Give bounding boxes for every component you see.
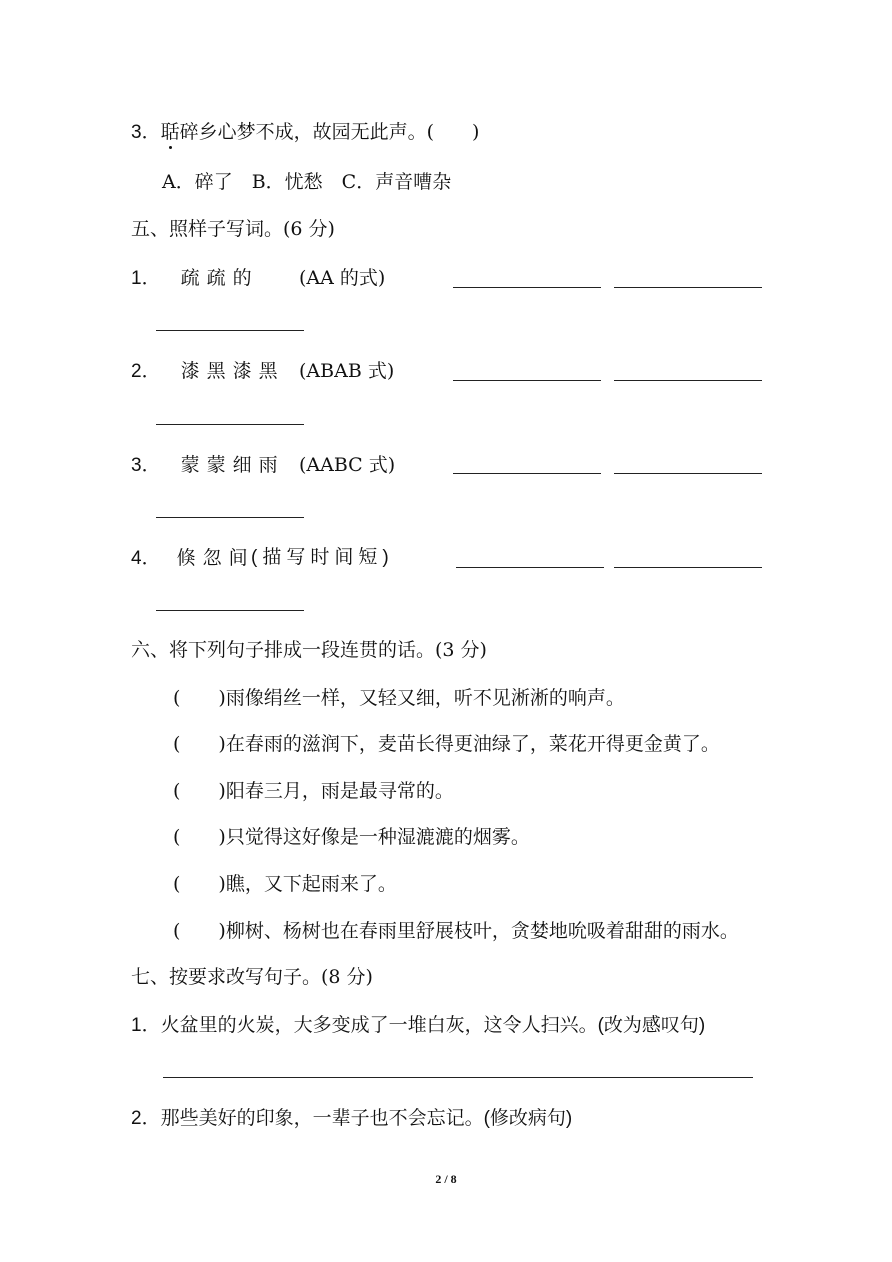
sentence-item: ( )柳树、杨树也在春雨里舒展枝叶，贪婪地吮吸着甜甜的雨水。 <box>173 920 739 942</box>
section-5-title: 五、照样子写词。(6 分) <box>131 218 335 240</box>
item-number: 4． <box>131 548 161 569</box>
question-3 <box>131 119 479 146</box>
question-3-options: A．碎了 B．忧愁 C．声音嘈杂 <box>162 171 452 193</box>
page-number: 2 / 8 <box>435 1172 457 1186</box>
sentence-item: ( )阳春三月，雨是最寻常的。 <box>173 780 454 802</box>
answer-blank[interactable] <box>614 567 762 568</box>
item-number: 1． <box>131 1015 161 1036</box>
item-number: 2． <box>131 361 161 382</box>
item-text: 那些美好的印象，一辈子也不会忘记。 <box>160 1107 484 1129</box>
answer-blank[interactable] <box>614 380 762 381</box>
item-hint: (AABC 式) <box>299 454 396 476</box>
answer-blank[interactable] <box>453 473 601 474</box>
item-number: 1． <box>131 268 161 289</box>
sentence-item: ( )瞧，又下起雨来了。 <box>173 873 397 895</box>
sentence-item: ( )在春雨的滋润下，麦苗长得更油绿了，菜花开得更金黄了。 <box>173 733 720 755</box>
item-requirement: (改为感叹句) <box>597 1015 706 1036</box>
question-text: 碎乡心梦不成，故园无此声。( ) <box>179 121 480 143</box>
word-item-3 <box>131 452 396 479</box>
item-text: 火盆里的火炭，大多变成了一堆白灰，这令人扫兴。 <box>160 1014 598 1036</box>
word-item-4 <box>131 545 394 572</box>
word-item-2 <box>131 358 395 385</box>
item-requirement: (修改病句) <box>483 1108 573 1129</box>
question-number: 3． <box>131 122 161 143</box>
sentence-item: ( )只觉得这好像是一种湿漉漉的烟雾。 <box>173 826 530 848</box>
answer-blank[interactable] <box>453 287 601 288</box>
section-6-title: 六、将下列句子排成一段连贯的话。(3 分) <box>131 639 487 661</box>
answer-blank[interactable] <box>156 517 304 518</box>
answer-line[interactable] <box>163 1077 753 1078</box>
item-word: 倏忽间 <box>176 547 255 569</box>
item-hint: (AA 的式) <box>299 267 386 289</box>
section-7-title: 七、按要求改写句子。(8 分) <box>131 966 373 988</box>
answer-blank[interactable] <box>156 330 304 331</box>
item-hint: (描写时间短) <box>251 547 394 568</box>
answer-blank[interactable] <box>614 287 762 288</box>
word-item-1 <box>131 265 386 292</box>
emphasized-char: 聒 <box>160 121 180 143</box>
rewrite-item-1 <box>131 1012 705 1039</box>
rewrite-item-2 <box>131 1105 572 1132</box>
item-number: 3． <box>131 455 161 476</box>
item-word: 疏疏的 <box>180 267 259 289</box>
sentence-item: ( )雨像绢丝一样，又轻又细，听不见淅淅的响声。 <box>173 687 625 709</box>
answer-blank[interactable] <box>456 567 604 568</box>
answer-blank[interactable] <box>156 610 304 611</box>
item-word: 漆黑漆黑 <box>180 360 285 382</box>
item-hint: (ABAB 式) <box>299 360 395 382</box>
answer-blank[interactable] <box>453 380 601 381</box>
answer-blank[interactable] <box>156 424 304 425</box>
item-word: 蒙蒙细雨 <box>180 454 285 476</box>
answer-blank[interactable] <box>614 473 762 474</box>
item-number: 2． <box>131 1108 161 1129</box>
